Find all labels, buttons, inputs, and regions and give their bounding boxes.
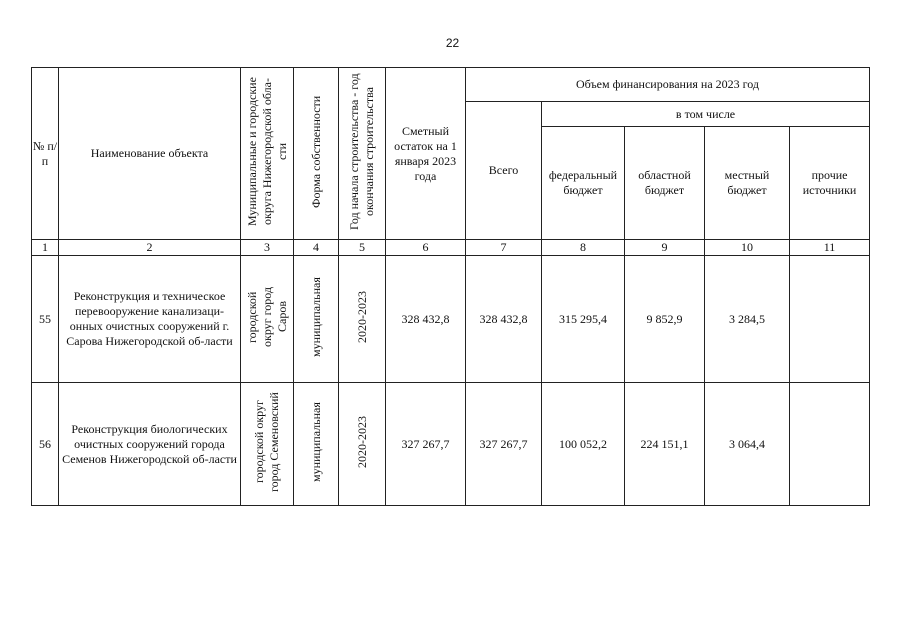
row-other — [790, 383, 870, 506]
header-local: местный бюджет — [705, 127, 790, 240]
page-number: 22 — [445, 36, 460, 50]
row-regional: 9 852,9 — [625, 256, 705, 383]
column-number: 11 — [790, 240, 870, 256]
column-number: 3 — [241, 240, 294, 256]
column-number: 9 — [625, 240, 705, 256]
row-federal: 100 052,2 — [542, 383, 625, 506]
column-number-row — [32, 240, 870, 256]
row-ownership-text: муниципальная — [308, 277, 323, 357]
funding-table — [31, 67, 870, 506]
row-total: 327 267,7 — [466, 383, 542, 506]
row-regional: 224 151,1 — [625, 383, 705, 506]
header-total: Всего — [466, 102, 542, 240]
header-including: в том числе — [542, 102, 870, 127]
row-local: 3 064,4 — [705, 383, 790, 506]
row-num: 56 — [32, 383, 59, 506]
row-other — [790, 256, 870, 383]
row-estimated-balance: 327 267,7 — [386, 383, 466, 506]
header-num: № п/п — [32, 68, 59, 240]
header-municipality — [241, 68, 294, 240]
row-name: Реконструкция биологических очистных сооружений города Семенов Нижегородской об-ласти — [59, 383, 241, 506]
row-ownership — [294, 256, 339, 383]
row-years — [339, 383, 386, 506]
column-number: 1 — [32, 240, 59, 256]
column-number: 5 — [339, 240, 386, 256]
column-number: 4 — [294, 240, 339, 256]
row-total: 328 432,8 — [466, 256, 542, 383]
row-municipality-text: городской округ город Семеновский — [252, 392, 281, 492]
header-ownership — [294, 68, 339, 240]
table-row — [32, 383, 870, 506]
header-other: прочие источники — [790, 127, 870, 240]
header-regional: областной бюджет — [625, 127, 705, 240]
row-federal: 315 295,4 — [542, 256, 625, 383]
row-estimated-balance: 328 432,8 — [386, 256, 466, 383]
row-local: 3 284,5 — [705, 256, 790, 383]
row-municipality — [241, 256, 294, 383]
header-years — [339, 68, 386, 240]
column-number: 7 — [466, 240, 542, 256]
header-years-text: Год начала строительства - год окончания строительства — [347, 73, 376, 230]
row-ownership-text: муниципальная — [308, 402, 323, 482]
row-years-text: 2020-2023 — [354, 291, 369, 343]
row-municipality — [241, 383, 294, 506]
header-municipality-text: Муниципальные и городские округа Нижегородской обла-сти — [244, 77, 289, 226]
row-name: Реконструкция и техническое перевооружение канализаци-онных очистных сооружений г. Сарова Нижегородской об-ласти — [59, 256, 241, 383]
row-municipality-text: городской округ город Саров — [244, 287, 289, 347]
column-number: 6 — [386, 240, 466, 256]
column-number: 2 — [59, 240, 241, 256]
header-ownership-text: Форма собственности — [308, 95, 323, 208]
row-ownership — [294, 383, 339, 506]
table-row — [32, 256, 870, 383]
header-federal: федеральный бюджет — [542, 127, 625, 240]
column-number: 8 — [542, 240, 625, 256]
header-funding-group: Объем финансирования на 2023 год — [466, 68, 870, 102]
row-num: 55 — [32, 256, 59, 383]
row-years-text: 2020-2023 — [354, 416, 369, 468]
header-estimated-balance: Сметный остаток на 1 января 2023 года — [386, 68, 466, 240]
column-number: 10 — [705, 240, 790, 256]
header-name: Наименование объекта — [59, 68, 241, 240]
row-years — [339, 256, 386, 383]
